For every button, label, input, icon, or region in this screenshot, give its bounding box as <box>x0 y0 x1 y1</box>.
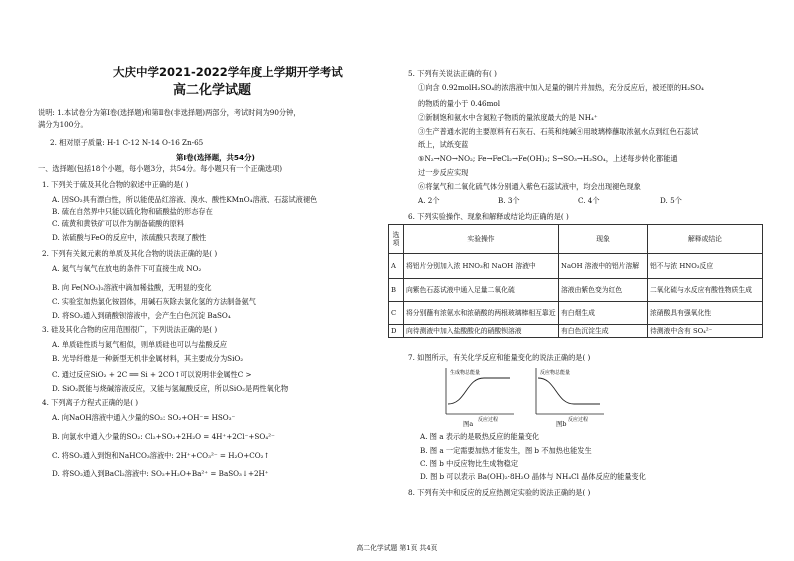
option: A. 单质硅性质与氮气相似，则单质硅也可以与盐酸反应 <box>52 340 228 349</box>
q5-item: ⑥将氯气和二氧化硫气体分别通入紫色石蕊试液中，均会出现褪色现象 <box>418 182 641 191</box>
section1-heading: 一、选择题(包括18个小题，每小题3分，共54分。每小题只有一个正确选项) <box>38 164 283 173</box>
table-row <box>389 279 763 302</box>
table-cell: 溶液由紫色变为红色 <box>559 279 648 302</box>
exam-title: 大庆中学2021-2022学年度上学期开学考试 <box>113 65 343 79</box>
option: D. 5个 <box>660 196 682 205</box>
q5-item: 纸上，试纸变蓝 <box>418 140 469 149</box>
table-cell: 将铝片分别加入浓 HNO₃和 NaOH 溶液中 <box>404 254 559 279</box>
option: B. 图 a 一定需要加热才能发生，图 b 不加热也能发生 <box>420 446 592 455</box>
table-cell: D <box>389 325 404 338</box>
q5-item: ⑤N₂→NO→NO₂; Fe→FeCl₂→Fe(OH)₂; S→SO₃→H₂SO₄，上述每步转化都能通 <box>418 154 678 163</box>
table-cell: 待测液中含有 SO₄²⁻ <box>648 325 763 338</box>
option: C. 通过反应SiO₂ + 2C ══ Si + 2CO↑可以说明非金属性C > <box>52 370 252 379</box>
question-stem: 3. 硅及其化合物的应用范围很广，下列说法正确的是( ) <box>42 325 218 334</box>
q5-item: ①向含 0.92molH₂SO₄的浓溶液中加入足量的铜片并加热，充分反应后，被还原的H₂SO₄ <box>418 83 704 92</box>
option: D. 浓硫酸与FeO的反应中，浓硫酸只表现了酸性 <box>52 233 207 242</box>
option: C. 实验室加热氯化铵固体，用碱石灰除去氯化氢的方法制备氨气 <box>52 297 256 306</box>
table-cell: C <box>389 302 404 325</box>
question-stem: 8. 下列有关中和反应的反应热测定实验的说法正确的是( ) <box>408 488 591 497</box>
energy-curve <box>538 378 600 404</box>
table-header-row <box>389 225 763 254</box>
question-stem: 7. 如图所示，有关化学反应和能量变化的说法正确的是( ) <box>408 353 591 362</box>
option: B. 3个 <box>498 196 520 205</box>
option: C. 图 b 中反应物比生成物稳定 <box>420 459 519 468</box>
table-cell: 有白色沉淀生成 <box>559 325 648 338</box>
option: A. 氮气与氧气在放电的条件下可直接生成 NO₂ <box>52 264 202 273</box>
table-row <box>389 254 763 279</box>
q5-item: ③生产普通水泥的主要原料有石灰石、石英和纯碱④用玻璃棒蘸取浓氨水点到红色石蕊试 <box>418 127 699 136</box>
x-label: 反应过程 <box>568 417 589 423</box>
table-cell: 有白烟生成 <box>559 302 648 325</box>
instruction-line: 满分为100分。 <box>38 120 88 129</box>
question-stem: 2. 下列有关氮元素的单质及其化合物的说法正确的是( ) <box>42 249 218 258</box>
table-row <box>389 302 763 325</box>
option: D. 图 b 可以表示 Ba(OH)₂·8H₂O 晶体与 NH₄Cl 晶体反应的能量变化 <box>420 472 646 481</box>
question-stem: 4. 下列离子方程式正确的是( ) <box>42 398 139 407</box>
table-cell: B <box>389 279 404 302</box>
y-label: 生成物总能量 <box>450 370 481 376</box>
question-stem: 1. 下列关于硫及其化合物的叙述中正确的是( ) <box>42 180 189 189</box>
q5-item: 的物质的量小于 0.46mol <box>418 99 501 108</box>
option: A. 2个 <box>418 196 440 205</box>
table-cell: A <box>389 254 404 279</box>
energy-diagram-b <box>526 364 608 424</box>
table-cell: NaOH 溶液中的铝片溶解 <box>559 254 648 279</box>
option: D. 将SO₂通入到BaCl₂溶液中: SO₂+H₂O+Ba²⁺ = BaSO₃↓+2H⁺ <box>52 469 269 478</box>
table-cell: 将分别蘸有浓氨水和浓硝酸的两根玻璃棒相互靠近 <box>404 302 559 325</box>
table-row <box>389 325 763 338</box>
option: B. 向氯水中通入少量的SO₂: Cl₂+SO₂+2H₂O = 4H⁺+2Cl⁻+SO₄²⁻ <box>52 432 275 441</box>
option: A. 因SO₂具有漂白性，所以能使品红溶液、溴水、酸性KMnO₄溶液、石蕊试液褪色 <box>52 195 318 204</box>
table-header: 选项 <box>389 225 404 254</box>
instruction-line: 说明: 1.本试卷分为第Ⅰ卷(选择题)和第Ⅱ卷(非选择题)两部分，考试时间为90分钟， <box>38 108 301 117</box>
option: B. 向 Fe(NO₃)₂溶液中滴加稀盐酸，无明显的变化 <box>52 283 212 292</box>
energy-diagram-a <box>436 364 518 424</box>
q5-item: 过一步反应实现 <box>418 168 469 177</box>
figure-caption: 图a <box>463 420 474 428</box>
option: A. 向NaOH溶液中通入少量的SO₂: SO₂+OH⁻= HSO₃⁻ <box>52 413 236 422</box>
question-stem: 5. 下列有关说法正确的有( ) <box>408 69 497 78</box>
part1-heading: 第Ⅰ卷(选择题，共54分) <box>176 153 255 162</box>
table-header: 解释或结论 <box>648 225 763 254</box>
q5-item: ②新制饱和氨水中含氮粒子物质的量浓度最大的是 NH₄⁺ <box>418 113 598 122</box>
option: A. 图 a 表示的是吸热反应的能量变化 <box>420 432 540 441</box>
option: B. 光导纤维是一种新型无机非金属材料，其主要成分为SiO₂ <box>52 354 244 363</box>
experiment-table <box>388 224 763 338</box>
table-cell: 向紫色石蕊试液中通入足量二氧化硫 <box>404 279 559 302</box>
y-label: 反应物总能量 <box>540 370 571 376</box>
option: D. 将SO₂通入到硝酸钡溶液中，会产生白色沉淀 BaSO₄ <box>52 311 231 320</box>
table-header: 实验操作 <box>404 225 559 254</box>
x-label: 反应过程 <box>478 417 499 423</box>
option: D. SiO₂既能与烧碱溶液反应，又能与氢氟酸反应，所以SiO₂是两性氧化物 <box>52 384 289 393</box>
energy-curve <box>448 378 510 404</box>
question-stem: 6. 下列实验操作、现象和解释或结论均正确的是( ) <box>408 212 569 221</box>
option: C. 4个 <box>578 196 600 205</box>
table-cell: 浓硝酸具有强氧化性 <box>648 302 763 325</box>
table-header: 现象 <box>559 225 648 254</box>
instruction-line: 2. 相对原子质量: H-1 C-12 N-14 O-16 Zn-65 <box>50 138 204 147</box>
table-cell: 二氧化硫与水反应有酸性物质生成 <box>648 279 763 302</box>
table-cell: 向待测液中加入盐酸酸化的硝酸钡溶液 <box>404 325 559 338</box>
option: C. 硫黄和黄铁矿可以作为制备硫酸的原料 <box>52 219 185 228</box>
option: C. 将SO₂通入到饱和NaHCO₃溶液中: 2H⁺+CO₃²⁻ = H₂O+CO₂↑ <box>52 451 270 460</box>
page-footer: 高二化学试题 第1页 共4页 <box>356 544 438 552</box>
figure-caption: 图b <box>556 420 567 428</box>
exam-subtitle: 高二化学试题 <box>173 83 252 98</box>
table-cell: 铝不与浓 HNO₃反应 <box>648 254 763 279</box>
option: B. 硫在自然界中只能以硫化物和硫酸盐的形态存在 <box>52 207 213 216</box>
